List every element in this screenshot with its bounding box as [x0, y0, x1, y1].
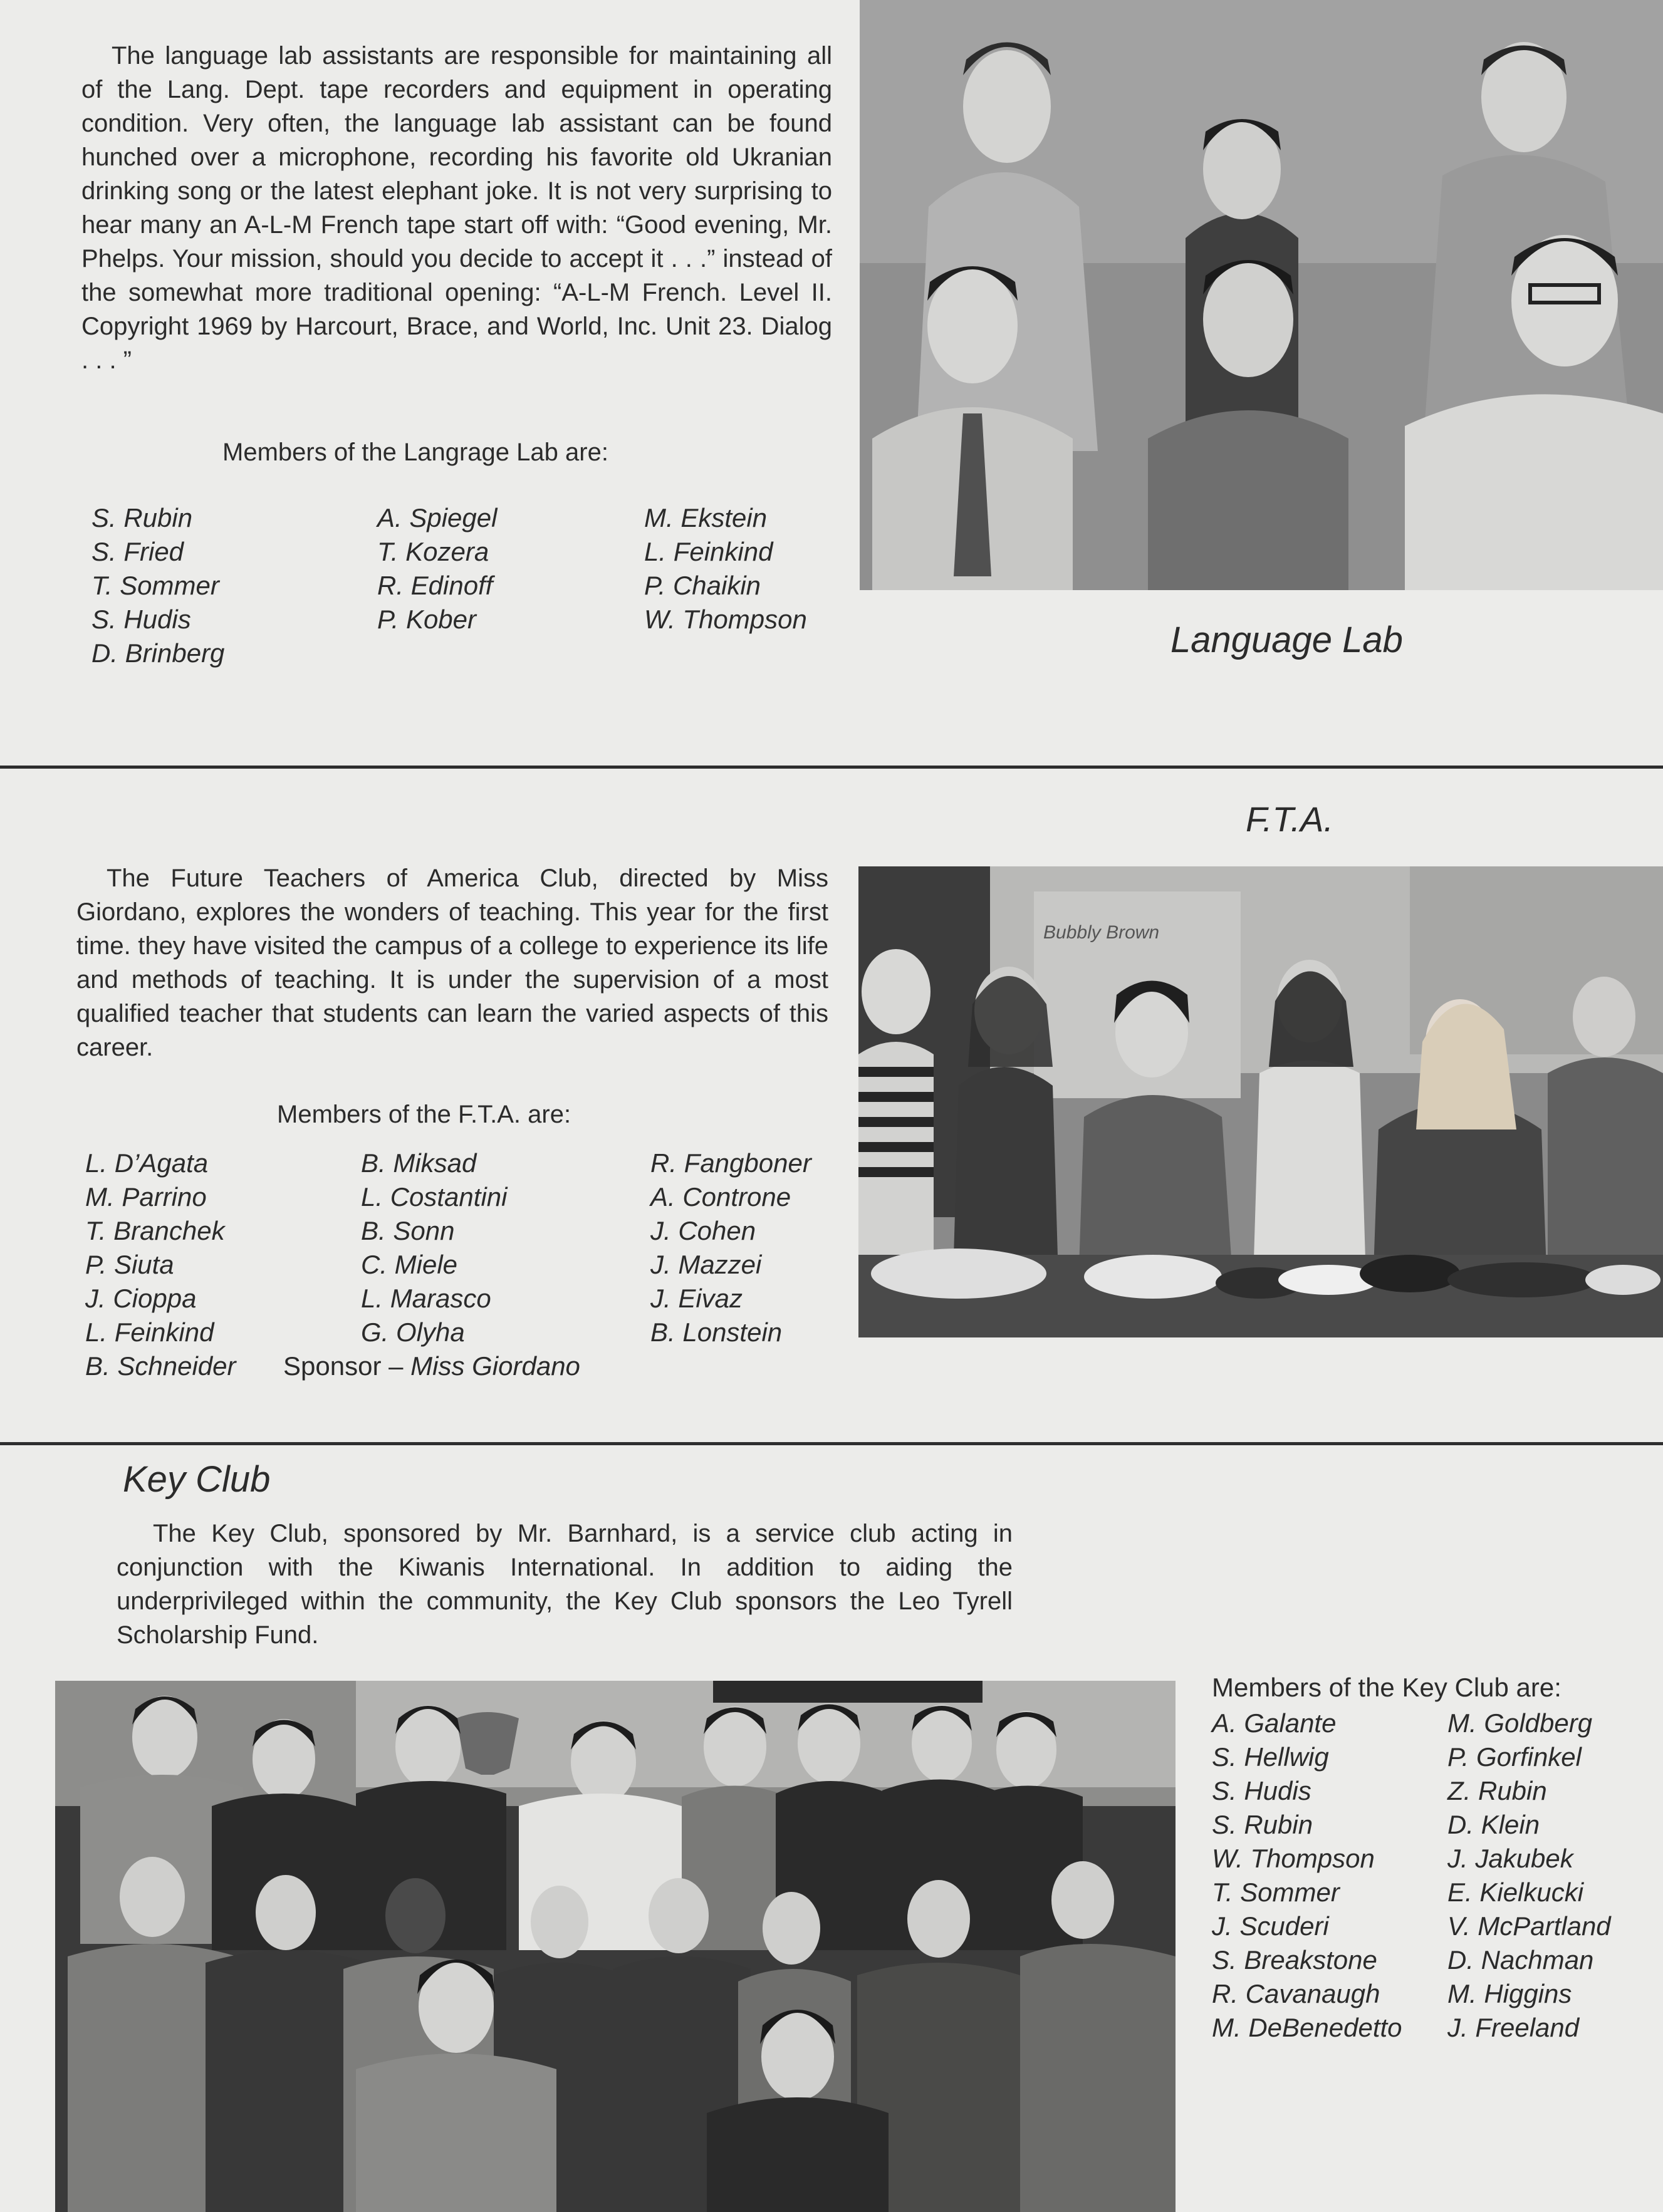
key-club-photo — [55, 1681, 1176, 2212]
member-name: W. Thompson — [1212, 1844, 1375, 1873]
member-name: L. Marasco — [361, 1284, 491, 1313]
member-name: T. Kozera — [377, 537, 489, 566]
member-name: J. Freeland — [1447, 2013, 1580, 2042]
member-name: D. Klein — [1447, 1810, 1540, 1839]
member-name: M. Ekstein — [644, 503, 768, 532]
member-name: R. Cavanaugh — [1212, 1979, 1380, 2008]
member-name: S. Hudis — [1212, 1776, 1311, 1805]
fta-sponsor-label: Sponsor – — [283, 1351, 411, 1381]
fta-photo-sign: Bubbly Brown — [1043, 922, 1160, 943]
member-name: B. Sonn — [361, 1216, 455, 1245]
member-name: R. Edinoff — [377, 571, 493, 600]
key-club-members-col-1 — [1212, 1706, 1402, 2045]
member-name: J. Jakubek — [1447, 1844, 1573, 1873]
fta-members-col-3 — [650, 1146, 811, 1349]
member-name: J. Cioppa — [85, 1284, 197, 1313]
member-name: S. Hudis — [91, 605, 191, 634]
member-name: Z. Rubin — [1447, 1776, 1547, 1805]
member-name: J. Mazzei — [650, 1250, 762, 1279]
fta-photo — [858, 866, 1663, 1337]
member-name: L. Feinkind — [85, 1317, 214, 1347]
member-name: A. Controne — [650, 1182, 791, 1212]
member-name: L. D’Agata — [85, 1148, 209, 1178]
member-name: J. Eivaz — [650, 1284, 743, 1313]
member-name: S. Breakstone — [1212, 1945, 1377, 1975]
member-name: W. Thompson — [644, 605, 807, 634]
key-club-heading: Key Club — [123, 1459, 271, 1500]
language-lab-members-col-2 — [377, 501, 497, 636]
member-name: S. Hellwig — [1212, 1742, 1329, 1772]
language-lab-members-col-3 — [644, 501, 807, 636]
member-name: J. Cohen — [650, 1216, 756, 1245]
member-name: S. Fried — [91, 537, 184, 566]
member-name: B. Lonstein — [650, 1317, 783, 1347]
language-lab-paragraph: The language lab assistants are responsible for maintaining all of the Lang. Dept. tape recorders and equipment in operating condition. Very often, the language lab assistant can be found hunched over a microphone, recording his favorite old Ukranian drinking song or the latest elephant joke. It is not very surprising to hear many an A-L-M French tape start off with: “Good evening, Mr. Phelps. Your mission, should you decide to accept it . . .” instead of the somewhat more traditional opening: “A-L-M French. Level II. Copyright 1969 by Harcourt, Brace, and World, Inc. Unit 23. Dialog . . . ” — [81, 42, 832, 374]
language-lab-members-col-1 — [91, 501, 224, 670]
member-name: T. Sommer — [1212, 1877, 1340, 1907]
member-name: C. Miele — [361, 1250, 458, 1279]
member-name: G. Olyha — [361, 1317, 465, 1347]
member-name: S. Rubin — [91, 503, 193, 532]
member-name: E. Kielkucki — [1447, 1877, 1584, 1907]
member-name: B. Schneider — [85, 1351, 236, 1381]
member-name: V. McPartland — [1447, 1911, 1611, 1941]
member-name: M. Higgins — [1447, 1979, 1572, 2008]
fta-members-col-2 — [361, 1146, 507, 1349]
member-name: L. Costantini — [361, 1182, 508, 1212]
member-name: M. Parrino — [85, 1182, 207, 1212]
language-lab-photo — [860, 0, 1663, 590]
member-name: D. Brinberg — [91, 638, 225, 668]
member-name: J. Scuderi — [1212, 1911, 1329, 1941]
member-name: R. Fangboner — [650, 1148, 811, 1178]
key-club-paragraph: The Key Club, sponsored by Mr. Barnhard, is a service club acting in conjunction with the Kiwanis International. In addition to aiding the underprivileged within the community, the Key Club sponsors the Leo Tyrell Scholarship Fund. — [117, 1520, 1013, 1649]
language-lab-caption: Language Lab — [1170, 620, 1403, 660]
member-name: P. Gorfinkel — [1447, 1742, 1582, 1772]
member-name: P. Chaikin — [644, 571, 761, 600]
section-divider — [0, 1442, 1663, 1445]
fta-sponsor-name: Miss Giordano — [410, 1351, 580, 1381]
member-name: L. Feinkind — [644, 537, 773, 566]
member-name: T. Branchek — [85, 1216, 225, 1245]
member-name: P. Kober — [377, 605, 477, 634]
fta-members-title: Members of the F.T.A. are: — [277, 1101, 571, 1128]
section-divider — [0, 766, 1663, 769]
member-name: S. Rubin — [1212, 1810, 1313, 1839]
language-lab-members-title: Members of the Langrage Lab are: — [222, 439, 608, 466]
fta-members-col-1 — [85, 1146, 236, 1383]
key-club-members-col-2 — [1447, 1706, 1611, 2045]
member-name: B. Miksad — [361, 1148, 477, 1178]
member-name: T. Sommer — [91, 571, 219, 600]
fta-paragraph: The Future Teachers of America Club, directed by Miss Giordano, explores the wonders of teaching. This year for the first time. they have visited the campus of a college to experience its life and methods of teaching. It is under the supervision of a most qualified teacher that students can learn the varied aspects of this career. — [76, 865, 828, 1061]
member-name: D. Nachman — [1447, 1945, 1594, 1975]
member-name: M. Goldberg — [1447, 1708, 1593, 1738]
fta-heading: F.T.A. — [1246, 799, 1334, 839]
fta-sponsor-line — [283, 1349, 580, 1383]
member-name: A. Spiegel — [377, 503, 498, 532]
key-club-members-title: Members of the Key Club are: — [1212, 1673, 1561, 1702]
member-name: P. Siuta — [85, 1250, 174, 1279]
member-name: A. Galante — [1212, 1708, 1337, 1738]
member-name: M. DeBenedetto — [1212, 2013, 1402, 2042]
